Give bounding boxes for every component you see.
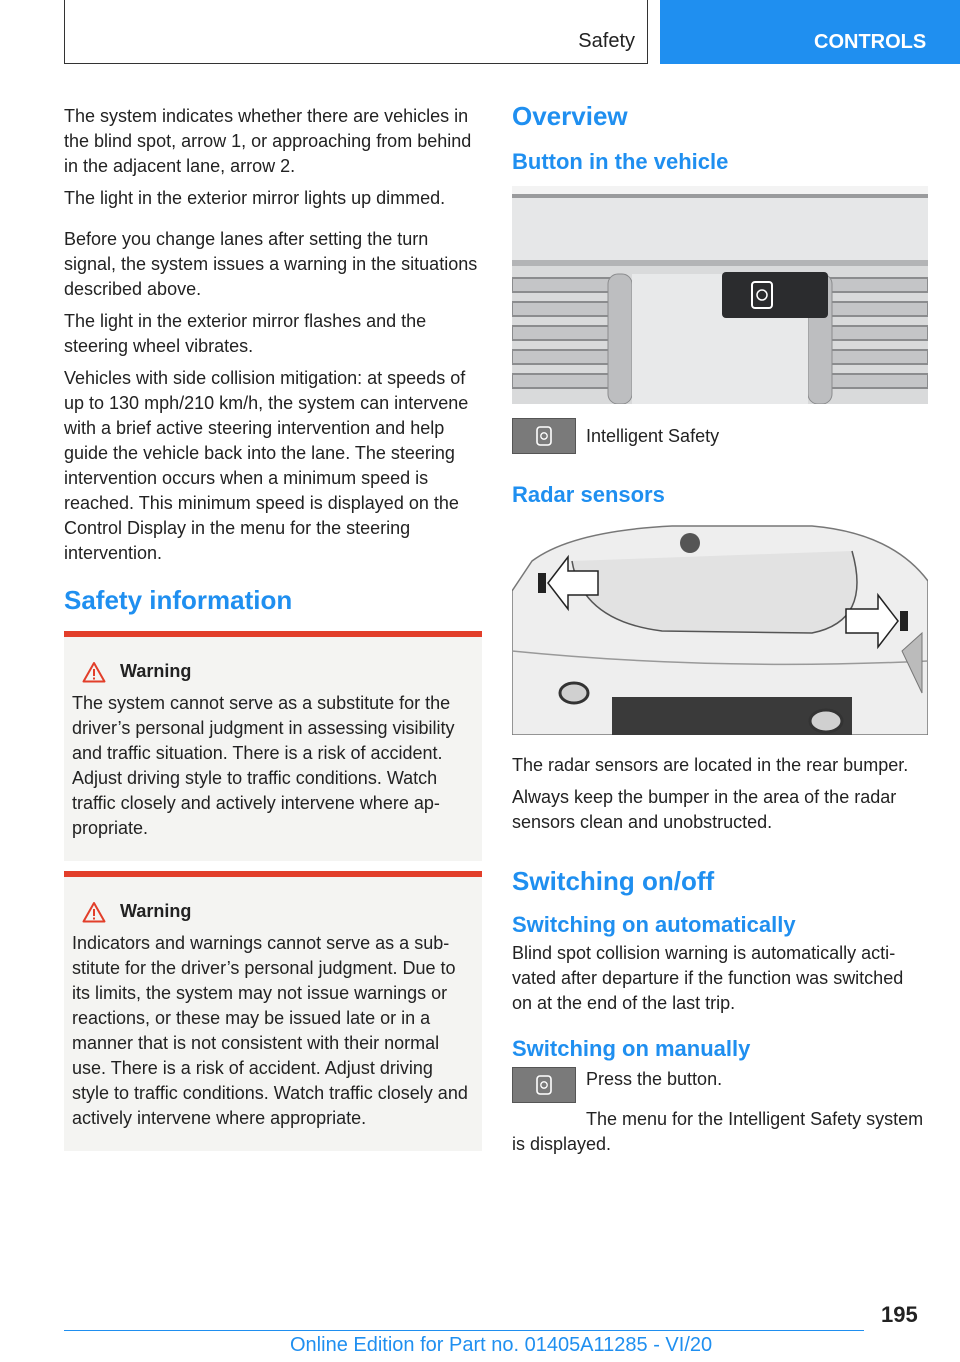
paragraph-mirror-flashes: The light in the exterior mirror flashes and the steering wheel vibrates. — [64, 311, 427, 356]
header-chapter-box — [660, 0, 960, 64]
paragraph-side-collision: Vehicles with side collision mitigation: at speeds of up to 130 mph/210 km/h, the system can intervene with a brief active steering intervention and help guide the vehicle back into the lane. The steering intervention occurs when a minimum speed is reached. This minimum speed is displayed on the Control Display in the menu for the steering intervention. — [64, 368, 469, 563]
warning-text: The system cannot serve as a substitute for the driver’s personal judgment in assessing visibility and traffic situation. There is a risk of accident. Adjust driving style to traffic conditions. Watch traffic closely and actively intervene where appropriate. — [72, 693, 455, 838]
warning-triangle-icon — [82, 661, 106, 683]
header-section-title: Safety — [578, 30, 635, 52]
intelligent-safety-icon — [512, 1067, 576, 1103]
left-column — [64, 104, 482, 1151]
switching-heading: Switching on/off — [512, 866, 715, 896]
warning-text: Indicators and warnings cannot serve as a substitute for the driver’s personal judgment. Due to its limits, the system may not issue warnings or reactions, or these may be issued late or in a manner that is not consistent with their normal use. There is a risk of accident. Adjust driving style to traffic conditions. Watch traffic closely and actively intervene where appropriate. — [72, 933, 468, 1128]
manual-press-text: Press the button. — [586, 1069, 723, 1089]
radar-location-paragraph: The radar sensors are located in the rear bumper. — [512, 755, 909, 775]
overview-heading: Overview — [512, 101, 628, 131]
rear-bumper-image — [512, 521, 928, 735]
paragraph-blind-spot: The system indicates whether there are vehicles in the blind spot, arrow 1, or approaching from behind in the adjacent lane, arrow 2. — [64, 106, 472, 176]
warning-title: Warning — [120, 661, 192, 681]
warning-triangle-icon — [82, 901, 106, 923]
header-section-box — [64, 0, 648, 64]
warning-title: Warning — [120, 901, 192, 921]
button-legend-row — [512, 424, 928, 454]
intelligent-safety-icon — [512, 418, 576, 454]
warning-box-1 — [64, 631, 482, 861]
manual-menu-text: The menu for the Intelligent Safety system is displayed. — [512, 1109, 924, 1154]
switching-auto-heading: Switching on automatically — [512, 912, 796, 937]
header-chapter-title: CONTROLS — [814, 31, 927, 53]
safety-information-heading: Safety information — [64, 585, 293, 615]
switching-auto-paragraph: Blind spot collision warning is automatically activated after departure if the function was switched on at the end of the last trip. — [512, 943, 904, 1013]
button-caption: Intelligent Safety — [586, 426, 720, 446]
edition-footer: Online Edition for Part no. 01405A11285 - VI/20 — [290, 1334, 713, 1356]
paragraph-lane-change: Before you change lanes after setting the turn signal, the system issues a warning in the situations described above. — [64, 229, 478, 299]
radar-sensors-heading: Radar sensors — [512, 482, 665, 507]
warning-box-2 — [64, 871, 482, 1151]
manual-button-row — [512, 1067, 928, 1103]
button-in-vehicle-heading: Button in the vehicle — [512, 149, 729, 174]
radar-clean-paragraph: Always keep the bumper in the area of the radar sensors clean and unobstructed. — [512, 787, 897, 832]
right-column — [512, 101, 928, 1157]
paragraph-mirror-dimmed: The light in the exterior mirror lights up dimmed. — [64, 188, 446, 208]
dashboard-button-image — [512, 186, 928, 404]
switching-manual-heading: Switching on manually — [512, 1036, 751, 1061]
page-number: 195 — [881, 1302, 918, 1327]
footer-rule — [64, 1330, 864, 1331]
